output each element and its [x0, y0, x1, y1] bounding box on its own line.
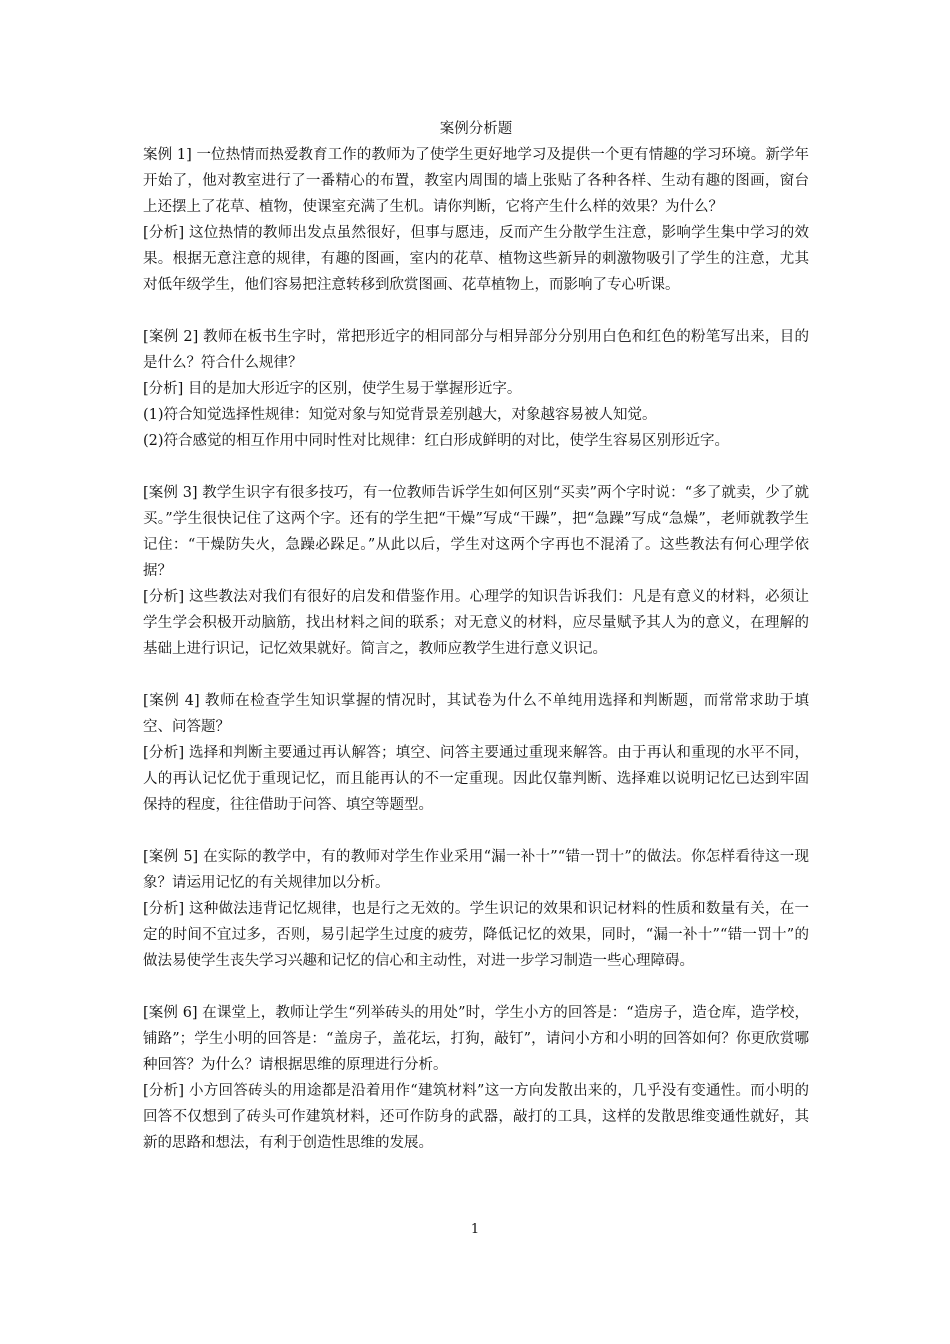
case-3-question: [案例 3] 教学生识字有很多技巧，有一位教师告诉学生如何区别“买卖”两个字时说：“多了就卖，少了就买。”学生很快记住了这两个字。还有的学生把“干燥”写成“干躁”，把“急躁”写成“急燥”，老师就教学生记住：“干燥防失火，急躁必跺足。”从此以后，学生对这两个字再也不混淆了。这些教法有何心理学依据？ — [143, 485, 809, 579]
case-6-question: [案例 6] 在课堂上，教师让学生“列举砖头的用处”时，学生小方的回答是：“造房子，造仓库，造学校，铺路”；学生小明的回答是：“盖房子，盖花坛，打狗，敲钉”，请问小方和小明的回答如何？你更欣赏哪种回答？为什么？请根据思维的原理进行分析。 — [143, 1005, 809, 1073]
case-6-analysis: [分析] 小方回答砖头的用途都是沿着用作“建筑材料”这一方向发散出来的，几乎没有变通性。而小明的回答不仅想到了砖头可作建筑材料，还可作防身的武器，敲打的工具，这样的发散思维变通性就好，其新的思路和想法，有利于创造性思维的发展。 — [143, 1083, 809, 1151]
case-2-question: [案例 2] 教师在板书生字时，常把形近字的相同部分与相异部分分别用白色和红色的粉笔写出来，目的是什么？符合什么规律？ — [143, 329, 809, 371]
page-number: 1 — [470, 1222, 480, 1237]
case-2-analysis: [分析] 目的是加大形近字的区别，使学生易于掌握形近字。 — [143, 381, 522, 397]
case-2-analysis-point-1: (1)符合知觉选择性规律：知觉对象与知觉背景差别越大，对象越容易被人知觉。 — [143, 407, 657, 423]
case-1-question: 案例 1] 一位热情而热爱教育工作的教师为了使学生更好地学习及提供一个更有情趣的学习环境。新学年开始了，他对教室进行了一番精心的布置，教室内周围的墙上张贴了各种各样、生动有趣的图画，窗台上还摆上了花草、植物，使课室充满了生机。请你判断，它将产生什么样的效果？为什么？ — [143, 147, 809, 215]
case-5 — [143, 844, 809, 974]
document-title: 案例分析题 — [439, 121, 513, 137]
case-separator — [143, 662, 809, 688]
case-4 — [143, 688, 809, 818]
case-separator — [143, 298, 809, 324]
case-separator — [143, 818, 809, 844]
case-6 — [143, 1000, 809, 1156]
case-separator — [143, 974, 809, 1000]
case-4-question: [案例 4] 教师在检查学生知识掌握的情况时，其试卷为什么不单纯用选择和判断题，而常常求助于填空、问答题？ — [143, 693, 809, 735]
case-4-analysis: [分析] 选择和判断主要通过再认解答；填空、问答主要通过重现来解答。由于再认和重现的水平不同，人的再认记忆优于重现记忆，而且能再认的不一定重现。因此仅靠判断、选择难以说明记忆已达到牢固保持的程度，往往借助于问答、填空等题型。 — [143, 745, 809, 813]
case-2-analysis-point-2: (2)符合感觉的相互作用中同时性对比规律：红白形成鲜明的对比，使学生容易区别形近字。 — [143, 433, 730, 449]
case-3-analysis: [分析] 这些教法对我们有很好的启发和借鉴作用。心理学的知识告诉我们：凡是有意义的材料，必须让学生学会积极开动脑筋，找出材料之间的联系；对无意义的材料，应尽量赋予其人为的意义，在理解的基础上进行识记，记忆效果就好。简言之，教师应教学生进行意义识记。 — [143, 589, 809, 657]
case-separator — [143, 454, 809, 480]
case-1-analysis: [分析] 这位热情的教师出发点虽然很好，但事与愿违，反而产生分散学生注意，影响学生集中学习的效果。根据无意注意的规律，有趣的图画，室内的花草、植物这些新异的刺激物吸引了学生的注意，尤其对低年级学生，他们容易把注意转移到欣赏图画、花草植物上，而影响了专心听课。 — [143, 225, 809, 293]
case-5-analysis: [分析] 这种做法违背记忆规律，也是行之无效的。学生识记的效果和识记材料的性质和数量有关，在一定的时间不宜过多，否则，易引起学生过度的疲劳，降低记忆的效果，同时，“漏一补十”“错一罚十”的做法易使学生丧失学习兴趣和记忆的信心和主动性，对进一步学习制造一些心理障碍。 — [143, 901, 809, 969]
case-5-question: [案例 5] 在实际的教学中，有的教师对学生作业采用“漏一补十”“错一罚十”的做法。你怎样看待这一现象？请运用记忆的有关规律加以分析。 — [143, 849, 809, 891]
case-2 — [143, 324, 809, 454]
case-1 — [143, 142, 809, 298]
document-content — [143, 118, 809, 1156]
case-3 — [143, 480, 809, 662]
